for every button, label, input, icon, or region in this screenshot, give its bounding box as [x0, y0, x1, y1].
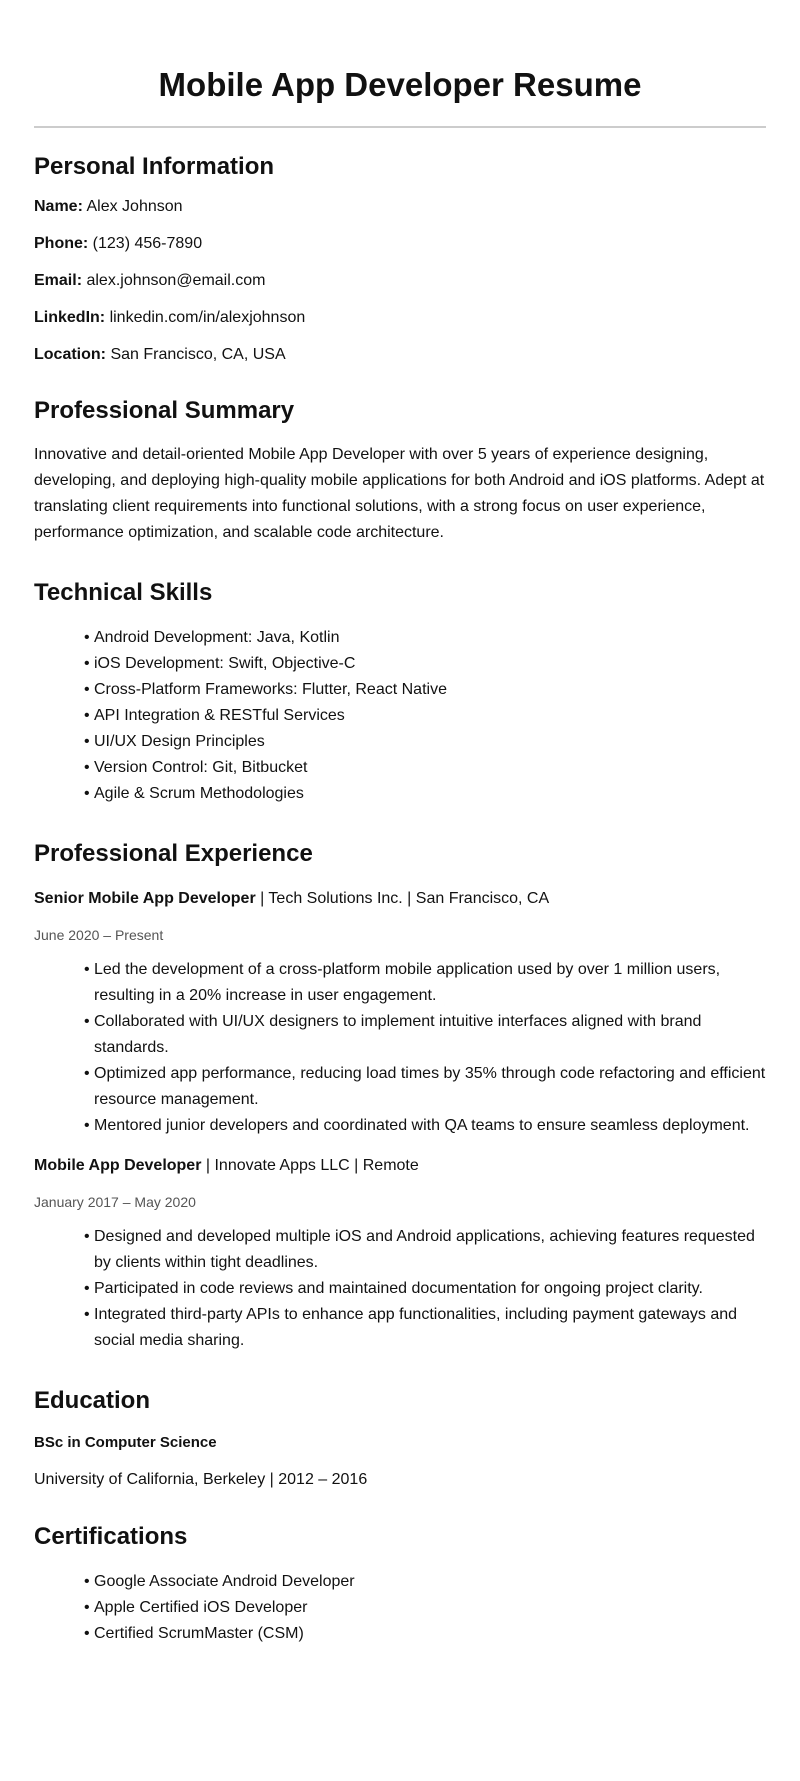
list-item: • Collaborated with UI/UX designers to implement intuitive interfaces aligned with brand standards.	[84, 1009, 766, 1061]
job-dates: June 2020 – Present	[34, 927, 164, 943]
phone-value: (123) 456-7890	[92, 235, 203, 252]
experience-section	[34, 839, 766, 1354]
list-item: • Designed and developed multiple iOS and Android applications, achieving features requested by clients within tight deadlines.	[84, 1224, 766, 1276]
email-field	[34, 271, 766, 291]
list-item: • Version Control: Git, Bitbucket	[84, 755, 766, 781]
job-entry	[34, 1156, 766, 1354]
list-item: • Certified ScrumMaster (CSM)	[84, 1621, 766, 1647]
name-value: Alex Johnson	[86, 198, 183, 215]
phone-field	[34, 234, 766, 254]
list-item: • UI/UX Design Principles	[84, 729, 766, 755]
list-item: • Cross-Platform Frameworks: Flutter, React Native	[84, 677, 766, 703]
certifications-section	[34, 1522, 766, 1647]
personal-info-heading: Personal Information	[34, 153, 275, 180]
list-item: • Optimized app performance, reducing load times by 35% through code refactoring and efficient resource management.	[84, 1061, 766, 1113]
location-label: Location:	[34, 346, 106, 363]
experience-heading: Professional Experience	[34, 840, 313, 867]
job-header	[34, 889, 766, 909]
personal-info-section	[34, 152, 766, 365]
job-entry	[34, 889, 766, 1139]
certifications-heading: Certifications	[34, 1523, 188, 1550]
email-label: Email:	[34, 272, 83, 289]
job-details: | Innovate Apps LLC | Remote	[201, 1157, 419, 1174]
degree-title: BSc in Computer Science	[34, 1434, 217, 1451]
email-value: alex.johnson@email.com	[86, 272, 266, 289]
education-heading: Education	[34, 1387, 151, 1414]
phone-label: Phone:	[34, 235, 89, 252]
page-title: Mobile App Developer Resume	[158, 66, 642, 103]
list-item: • API Integration & RESTful Services	[84, 703, 766, 729]
list-item: • iOS Development: Swift, Objective-C	[84, 651, 766, 677]
summary-text: Innovative and detail-oriented Mobile App Developer with over 5 years of experience designing, developing, and deploying high-quality mobile applications for both Android and iOS platforms. Adept at translating client requirements into functional solutions, with a strong focus on user experience, performance optimization, and scalable code architecture.	[34, 446, 765, 541]
job-details: | Tech Solutions Inc. | San Francisco, CA	[255, 890, 550, 907]
list-item: • Apple Certified iOS Developer	[84, 1595, 766, 1621]
job-role: Mobile App Developer	[34, 1157, 202, 1174]
linkedin-value: linkedin.com/in/alexjohnson	[109, 309, 306, 326]
list-item: • Google Associate Android Developer	[84, 1569, 766, 1595]
title-divider	[34, 126, 766, 128]
job-role: Senior Mobile App Developer	[34, 890, 256, 907]
list-item: • Android Development: Java, Kotlin	[84, 625, 766, 651]
school-info: University of California, Berkeley | 2012 – 2016	[34, 1471, 368, 1488]
job-bullets	[34, 1224, 766, 1354]
summary-heading: Professional Summary	[34, 397, 295, 424]
list-item: • Mentored junior developers and coordinated with QA teams to ensure seamless deployment.	[84, 1113, 766, 1139]
list-item: • Participated in code reviews and maintained documentation for ongoing project clarity.	[84, 1276, 766, 1302]
education-section	[34, 1386, 766, 1490]
location-value: San Francisco, CA, USA	[110, 346, 286, 363]
name-field	[34, 197, 766, 217]
list-item: • Integrated third-party APIs to enhance app functionalities, including payment gateways and social media sharing.	[84, 1302, 766, 1354]
name-label: Name:	[34, 198, 83, 215]
list-item: • Led the development of a cross-platform mobile application used by over 1 million users, resulting in a 20% increase in user engagement.	[84, 957, 766, 1009]
job-dates: January 2017 – May 2020	[34, 1194, 196, 1210]
job-bullets	[34, 957, 766, 1139]
job-header	[34, 1156, 766, 1176]
skills-section	[34, 578, 766, 807]
list-item: • Agile & Scrum Methodologies	[84, 781, 766, 807]
skills-heading: Technical Skills	[34, 579, 213, 606]
certifications-list	[34, 1569, 766, 1647]
skills-list	[34, 625, 766, 807]
location-field	[34, 345, 766, 365]
summary-section	[34, 396, 766, 546]
linkedin-label: LinkedIn:	[34, 309, 106, 326]
linkedin-field	[34, 308, 766, 328]
